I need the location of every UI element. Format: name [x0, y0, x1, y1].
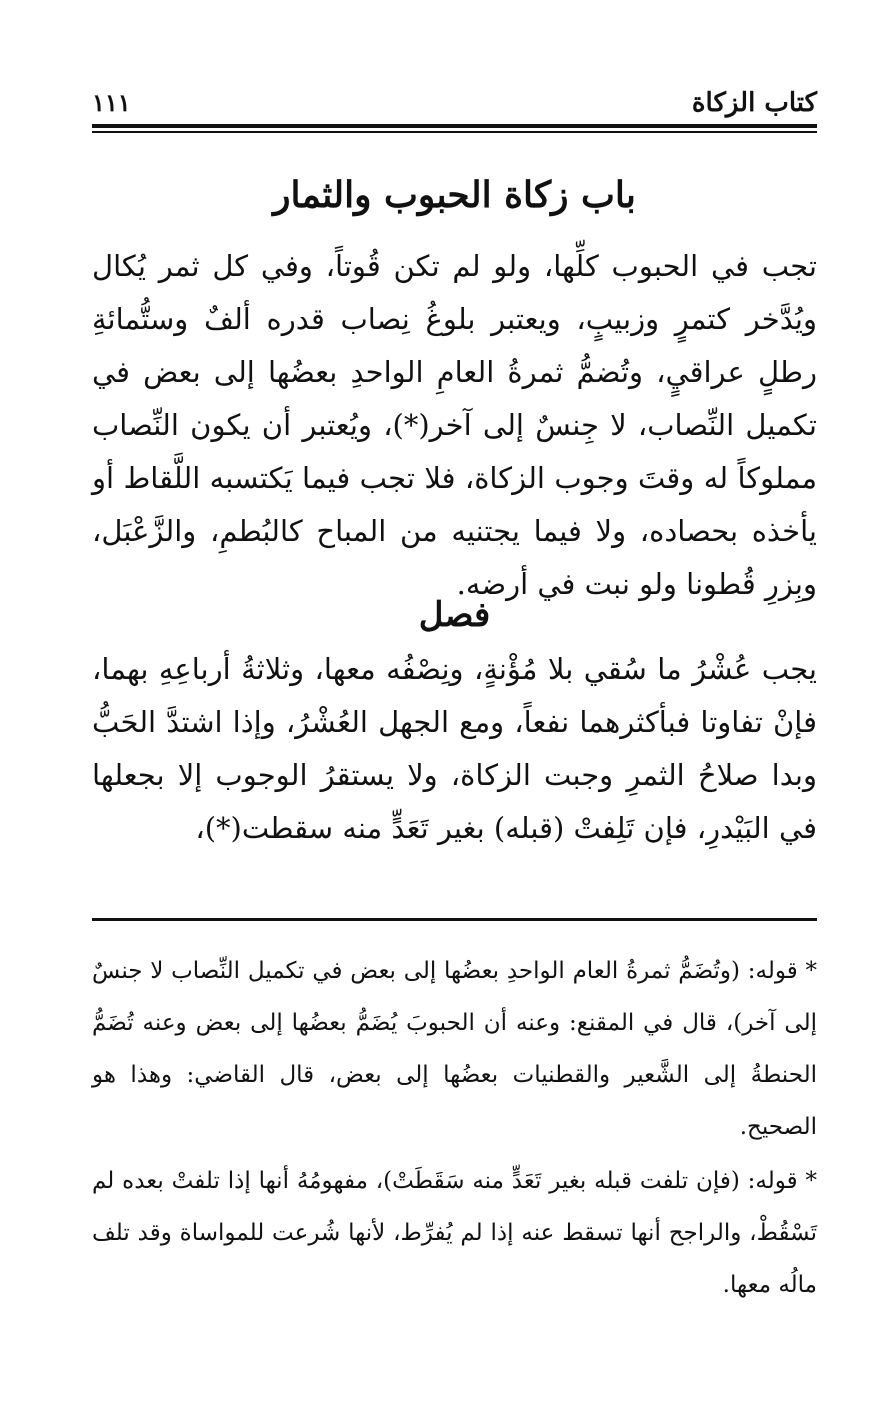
- footnote-divider: [92, 918, 817, 921]
- page-number: ١١١: [92, 88, 131, 117]
- footnote: * قوله: (فإن تلفت قبله بغير تَعَدٍّ منه سَقَطَتْ)، مفهومُهُ أنها إذا تلفتْ بعده لم تَسْقُطْ، والراجح أنها تسقط عنه إذا لم يُفرِّط، لأنها شُرعت للمواساة وقد تلف مالُه معها.: [92, 1168, 817, 1298]
- footnote: * قوله: (وتُضَمُّ ثمرةُ العام الواحدِ بعضُها إلى بعض في تكميل النِّصاب لا جنسٌ إلى آخر)، قال في المقنع: وعنه أن الحبوبَ يُضَمُّ بعضُها إلى بعض وعنه تُضَمُّ الحنطةُ إلى الشَّعير والقطنيات بعضُها إلى بعض، قال القاضي: وهذا هو الصحيح.: [92, 958, 817, 1140]
- section-paragraph: يجب عُشْرُ ما سُقي بلا مُؤْنةٍ، ونِصْفُه معها، وثلاثةُ أرباعِهِ بهما، فإنْ تفاوتا فبأكثرهما نفعاً، ومع الجهل العُشْرُ، وإذا اشتدَّ الحَبُّ وبدا صلاحُ الثمرِ وجبت الزكاة، ولا يستقرُ الوجوب إلا بجعلها في البَيْدرِ، فإن تَلِفتْ (قبله) بغير تَعَدٍّ منه سقطت(*)،: [92, 652, 817, 845]
- header-divider: [92, 124, 817, 133]
- section-title: فصل: [418, 595, 491, 635]
- running-head: [92, 86, 817, 120]
- book-title: كتاب الزكاة: [691, 88, 817, 118]
- body-paragraph: تجب في الحبوب كلِّها، ولو لم تكن قُوتاً، وفي كل ثمر يُكال ويُدَّخر كتمرٍ وزبيبٍ، ويعتبر بلوغُ نِصاب قدره ألفٌ وستُّمائةِ رطلٍ عراقيٍ، وتُضمُّ ثمرةُ العامِ الواحدِ بعضُها إلى بعض في تكميل النِّصاب، لا جِنسٌ إلى آخر(*)، ويُعتبر أن يكون النِّصاب مملوكاً له وقتَ وجوب الزكاة، فلا تجب فيما يَكتسبه اللَّقاط أو يأخذه بحصاده، ولا فيما يجتنيه من المباح كالبُطمِ، والزَّعْبَل، وبِزرِ قُطونا ولو نبت في أرضه.: [92, 249, 817, 601]
- chapter-title: باب زكاة الحبوب والثمار: [273, 174, 636, 216]
